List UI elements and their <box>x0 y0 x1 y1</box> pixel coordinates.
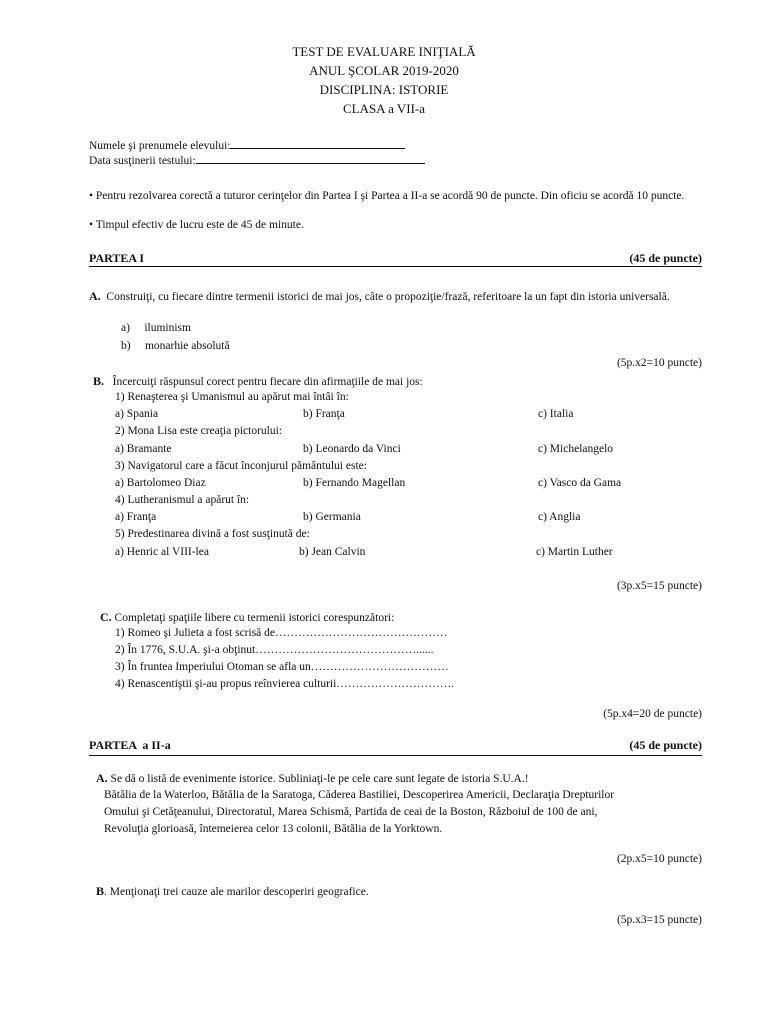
fill-in-item[interactable]: 4) Renascentiştii şi-au propus reînvierea culturii…………………………. <box>115 678 455 690</box>
mcq-question: 2) Mona Lisa este creaţia pictorului: <box>115 425 283 437</box>
part1-b-score: (3p.x5=15 puncte) <box>616 580 702 592</box>
mcq-option-c[interactable]: c) Italia <box>538 408 574 420</box>
part2-a-score: (2p.x5=10 puncte) <box>616 853 702 865</box>
mcq-option-c[interactable]: c) Anglia <box>538 511 581 523</box>
part1-a-statement <box>89 288 702 306</box>
part2-b-score: (5p.x3=15 puncte) <box>616 914 702 926</box>
part2-b-statement <box>96 884 369 899</box>
part1-c-text: Completaţi spaţiile libere cu termenii istorici corespunzători: <box>114 612 395 624</box>
header-title: TEST DE EVALUARE INIŢIALĂ <box>292 44 476 59</box>
part2-heading <box>89 738 702 753</box>
mcq-question: 5) Predestinarea divină a fost susţinută de: <box>115 528 310 540</box>
test-date-field[interactable] <box>89 152 425 167</box>
mcq-option-b[interactable]: b) Leonardo da Vinci <box>303 443 401 455</box>
header-class: CLASA a VII-a <box>342 101 426 116</box>
part1-a-score: (5p.x2=10 puncte) <box>616 357 702 369</box>
mcq-option-a[interactable]: a) Franţa <box>115 511 157 523</box>
mcq-option-b[interactable]: b) Franţa <box>303 408 345 420</box>
mcq-option-a[interactable]: a) Bramante <box>115 443 172 455</box>
test-date-blank[interactable] <box>196 152 425 164</box>
part1-divider <box>89 266 702 267</box>
student-name-field[interactable] <box>89 137 405 152</box>
mcq-option-b[interactable]: b) Fernando Magellan <box>303 477 406 489</box>
mcq-question: 1) Renaşterea şi Umanismul au apărut mai întâi în: <box>115 391 349 403</box>
part1-a-item-text: iluminism <box>144 322 191 334</box>
part2-a-statement <box>96 771 529 786</box>
fill-in-item[interactable]: 1) Romeo şi Julieta a fost scrisă de……………………………………… <box>115 627 448 639</box>
mcq-option-b[interactable]: b) Germania <box>303 511 361 523</box>
mcq-option-a[interactable]: a) Spania <box>115 408 159 420</box>
document-header <box>0 42 768 118</box>
instruction-time: • Timpul efectiv de lucru este de 45 de minute. <box>89 219 304 231</box>
fill-in-item[interactable]: 2) În 1776, S.U.A. şi-a obţinut……………………………………...... <box>115 644 434 656</box>
mcq-question: 4) Lutheranismul a apărut în: <box>115 494 250 506</box>
part2-title: PARTEA a II-a <box>89 738 171 752</box>
part2-b-letter: B <box>96 884 105 898</box>
part1-c-letter: C. <box>100 610 112 624</box>
part1-title: PARTEA I <box>89 251 145 265</box>
part1-a-item-marker: a) <box>121 322 130 334</box>
mcq-option-a[interactable]: a) Henric al VIII-lea <box>115 546 209 558</box>
part1-a-text: Construiţi, cu fiecare dintre termenii istorici de mai jos, câte o propoziţie/frază, referitoare la un fapt din istoria universală. <box>106 291 670 303</box>
part1-b-letter: B. <box>93 374 105 388</box>
mcq-option-c[interactable]: c) Vasco da Gama <box>538 477 622 489</box>
part1-b-statement <box>93 374 423 389</box>
part1-a-letter: A. <box>89 289 101 303</box>
part1-b-text: Încercuiţi răspunsul corect pentru fiecare din afirmaţiile de mai jos: <box>112 376 423 388</box>
part2-b-text: . Menţionaţi trei cauze ale marilor descoperiri geografice. <box>104 886 369 898</box>
event-list-line[interactable]: Omului şi Cetăţeanului, Directoratul, Marea Schismă, Partida de ceai de la Boston, Războiul de 100 de ani, <box>104 806 598 818</box>
part2-points: (45 de puncte) <box>629 738 702 752</box>
test-date-label: Data susţinerii testului: <box>89 155 196 167</box>
student-name-label: Numele şi prenumele elevului: <box>89 140 231 152</box>
mcq-question: 3) Navigatorul care a făcut înconjurul pământului este: <box>115 460 367 472</box>
fill-in-item[interactable]: 3) În fruntea Imperiului Otoman se afla un……………………………… <box>115 661 449 673</box>
part2-divider <box>89 755 702 756</box>
part1-points: (45 de puncte) <box>629 251 702 265</box>
part1-a-item-text: monarhie absolută <box>144 340 230 352</box>
event-list-line[interactable]: Bătălia de la Waterloo, Bătălia de la Saratoga, Căderea Bastiliei, Descoperirea Americii, Declaraţia Drepturilor <box>104 789 615 801</box>
part2-a-text: Se dă o listă de evenimente istorice. Subliniaţi-le pe cele care sunt legate de istoria S.U.A.! <box>110 773 529 785</box>
mcq-option-c[interactable]: c) Martin Luther <box>536 546 613 558</box>
part1-c-score: (5p.x4=20 de puncte) <box>603 708 702 720</box>
header-school-year: ANUL ŞCOLAR 2019-2020 <box>309 63 459 78</box>
mcq-option-a[interactable]: a) Bartolomeo Diaz <box>115 477 206 489</box>
part1-c-statement <box>100 610 394 625</box>
mcq-option-c[interactable]: c) Michelangelo <box>538 443 614 455</box>
part1-a-item <box>121 340 230 352</box>
header-discipline: DISCIPLINA: ISTORIE <box>319 82 449 97</box>
part2-a-letter: A. <box>96 771 108 785</box>
part1-heading <box>89 251 702 266</box>
part1-a-item-marker: b) <box>121 340 131 352</box>
part1-a-item <box>121 322 191 334</box>
instruction-points: • Pentru rezolvarea corectă a tuturor cerinţelor din Partea I şi Partea a II-a se acordă 90 de puncte. Din oficiu se acordă 10 puncte. <box>89 190 685 202</box>
event-list-line[interactable]: Revoluţia glorioasă, întemeierea celor 13 colonii, Bătălia de la Yorktown. <box>104 823 443 835</box>
mcq-option-b[interactable]: b) Jean Calvin <box>299 546 366 558</box>
student-name-blank[interactable] <box>230 137 405 149</box>
